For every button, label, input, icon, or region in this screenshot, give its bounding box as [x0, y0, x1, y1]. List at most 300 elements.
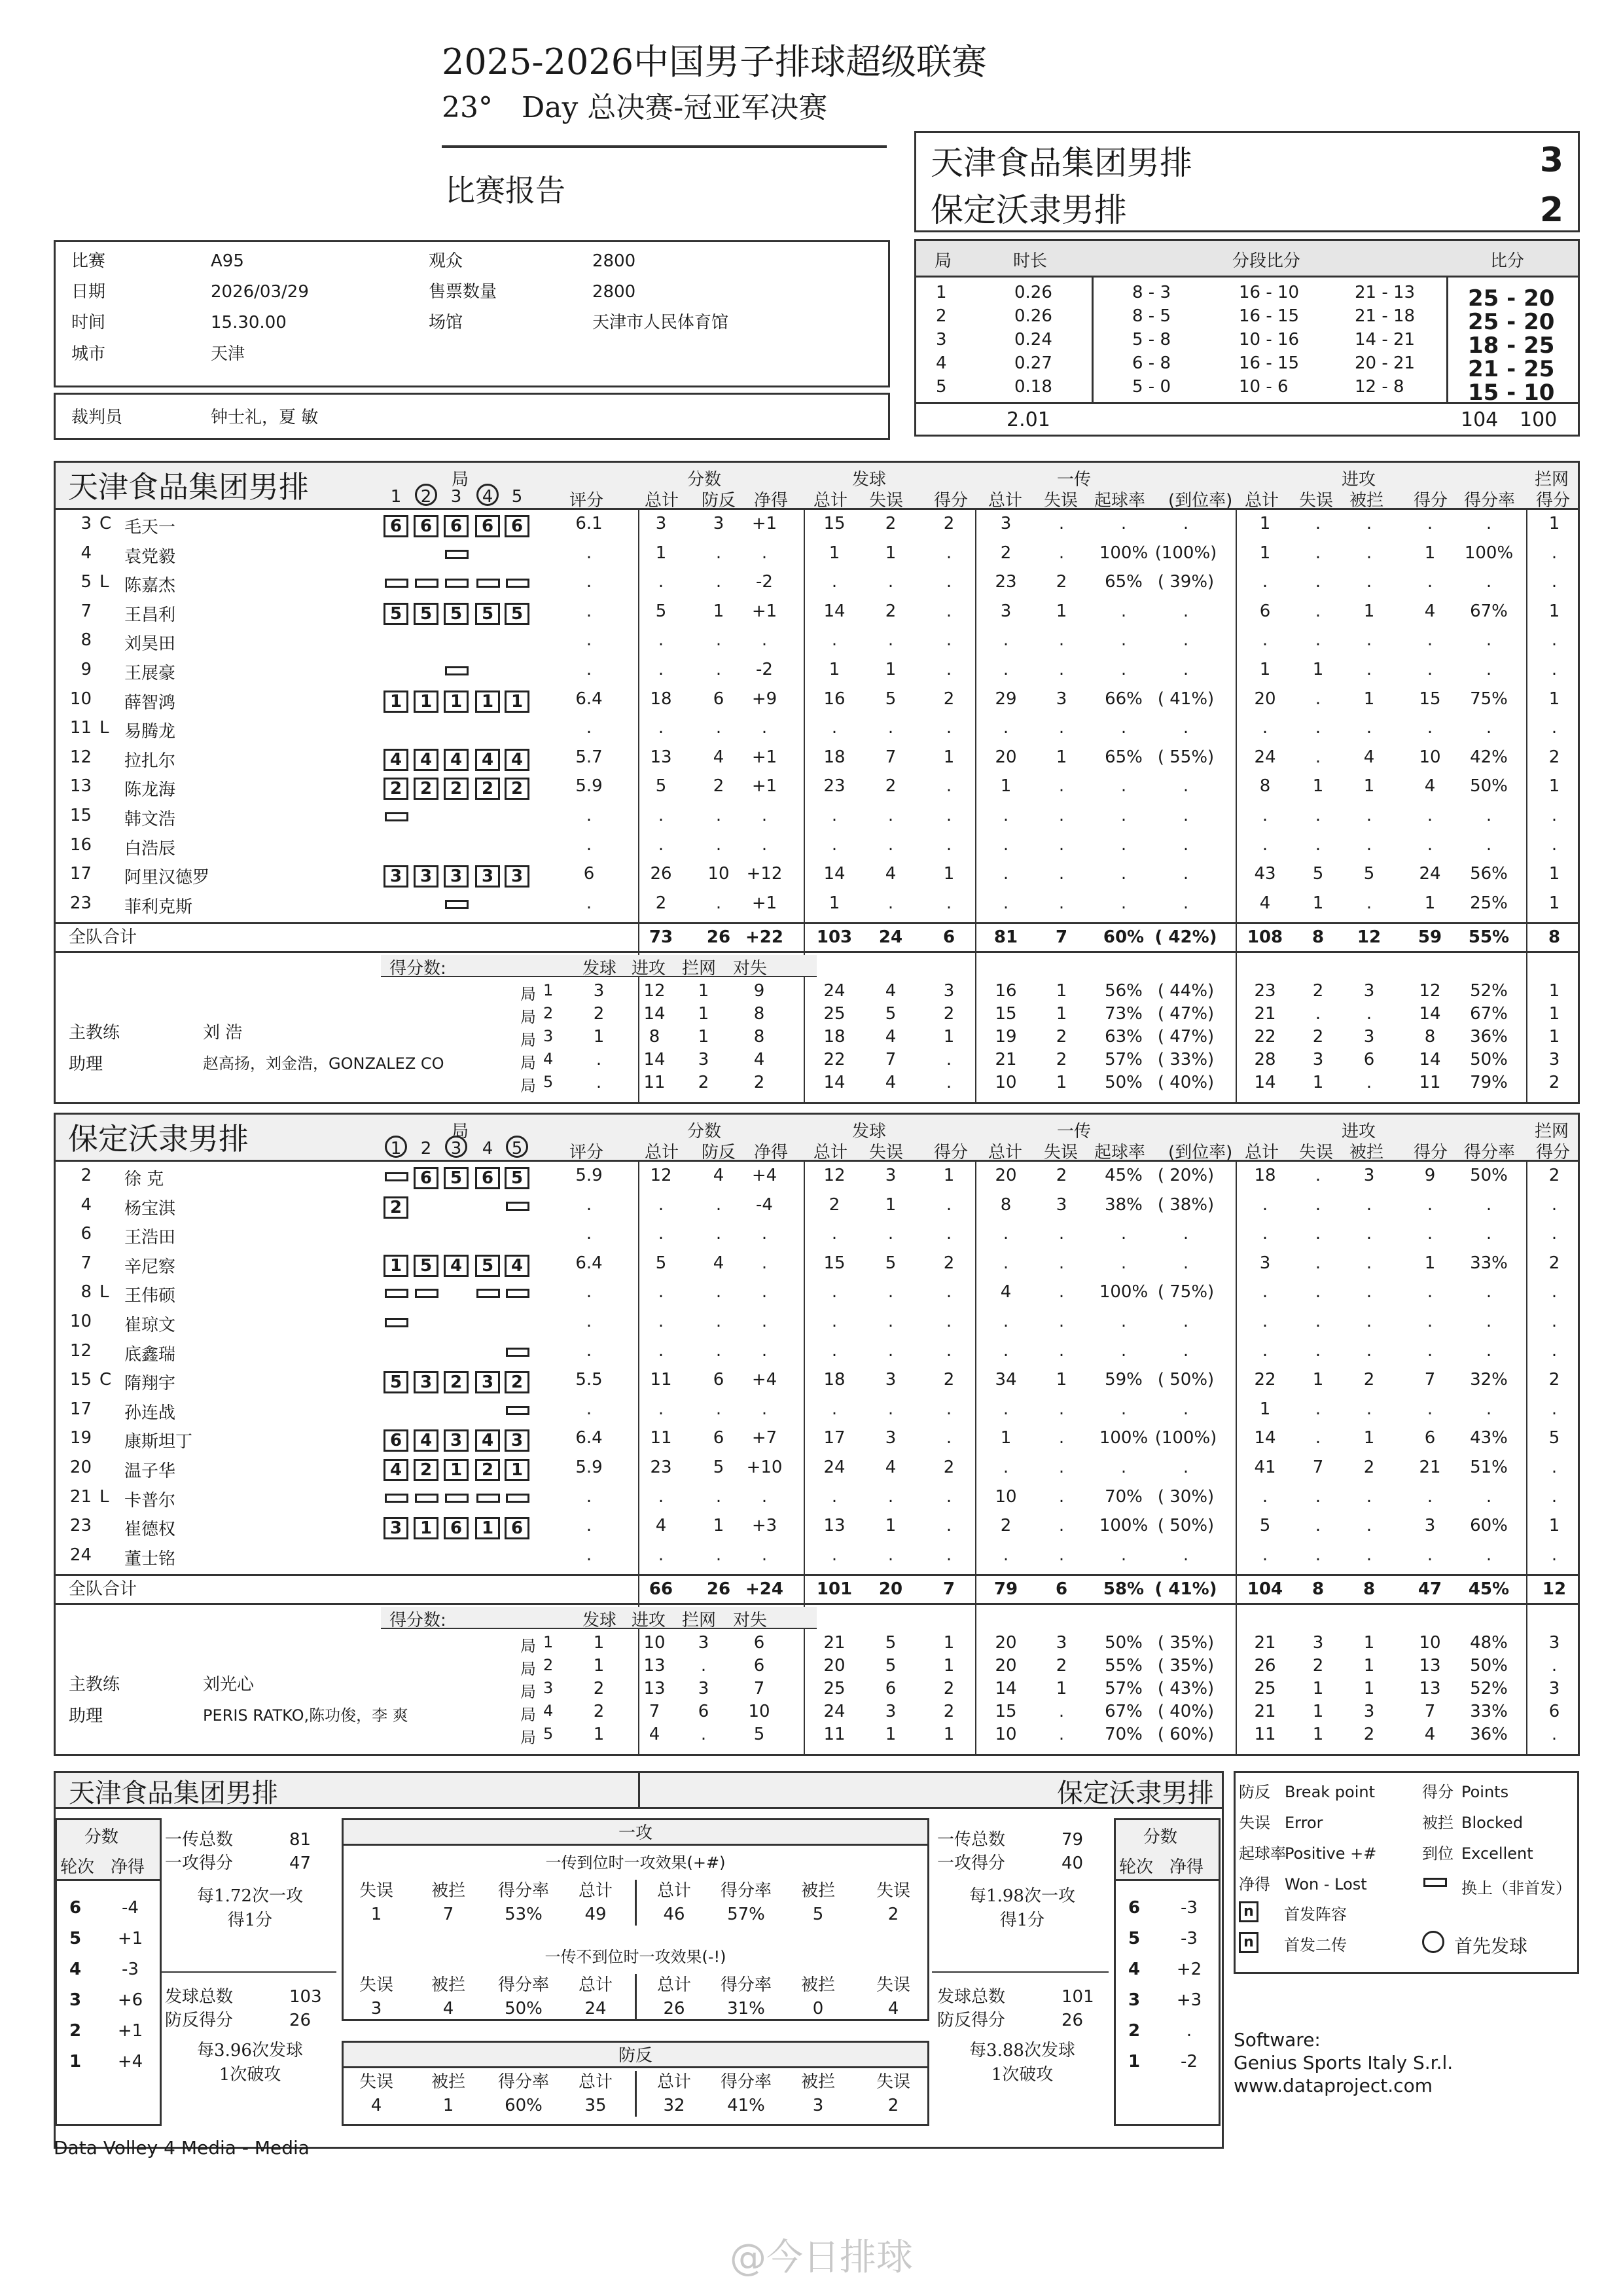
stat-bp: . — [715, 1224, 722, 1244]
stat-r_err: . — [1058, 1224, 1065, 1244]
total-r_tot: 79 — [993, 1579, 1018, 1600]
rotation-position: 5 — [510, 1168, 524, 1188]
stat-a_blk: . — [1366, 660, 1372, 679]
set-duration: 0.26 — [1014, 283, 1052, 302]
away-rotation-net: +2 — [1176, 1960, 1202, 1979]
set-row-r_pos: 57% — [1105, 1050, 1143, 1070]
stat-r_tot: 2 — [1000, 543, 1012, 563]
stat-b_pts: . — [1551, 1486, 1558, 1507]
set-row-bk: 3 — [698, 1679, 709, 1699]
stat-s_tot: 14 — [823, 864, 846, 884]
match-code: A95 — [211, 251, 244, 271]
set-row-s_tot: 21 — [823, 1633, 846, 1653]
stat-net: . — [761, 806, 768, 825]
stat-r: . — [586, 660, 592, 679]
player-number: 12 — [69, 747, 92, 767]
stat-bp: 4 — [713, 1166, 724, 1185]
player-number: 6 — [80, 1224, 92, 1244]
set-row-r_exc: ( 35%) — [1157, 1633, 1215, 1653]
set-row-sv: 2 — [593, 1702, 605, 1722]
player-name: 卡普尔 — [124, 1490, 176, 1511]
set-row-s_tot: 20 — [823, 1656, 846, 1676]
stat-s_err: 4 — [885, 864, 897, 884]
stat-tot: . — [658, 806, 664, 825]
stat-r_exc: ( 41%) — [1157, 689, 1215, 709]
set-row-a_tot: 28 — [1254, 1050, 1276, 1070]
rotation-box — [505, 865, 529, 888]
stat-net: . — [761, 1340, 768, 1361]
set-row-r_exc: ( 40%) — [1157, 1702, 1215, 1722]
stat-a_blk: . — [1366, 1399, 1372, 1419]
stat-s_err: . — [887, 806, 894, 825]
stat-a_eff: 75% — [1470, 689, 1508, 709]
legend-value: Points — [1461, 1783, 1509, 1801]
summary-bad-value: 4 — [442, 1999, 454, 2018]
rotation-box — [414, 1167, 438, 1189]
legend-value: Won - Lost — [1285, 1875, 1367, 1893]
stat-s_pts: . — [946, 776, 952, 797]
set-row-label: 局 — [520, 985, 536, 1004]
stat-r: 5.9 — [575, 1458, 603, 1477]
set-row-s_err: 4 — [885, 1073, 897, 1093]
player-number: 12 — [69, 1340, 92, 1361]
rotation-box — [383, 749, 408, 771]
first-attack-title: 一攻 — [618, 1823, 652, 1843]
stat-s_tot: . — [831, 1486, 838, 1507]
player-number: 15 — [69, 1370, 92, 1390]
summary-def-value: 2 — [887, 2096, 899, 2115]
stat-r: . — [586, 1312, 592, 1331]
stat-a_blk: . — [1366, 630, 1372, 651]
rotation-box — [475, 515, 500, 537]
stat-a_blk: 5 — [1363, 864, 1375, 884]
stat-net: . — [761, 1486, 768, 1507]
legend-value: Excellent — [1461, 1844, 1533, 1863]
first-serve-circle — [415, 484, 437, 506]
stat-s_pts: . — [946, 1545, 952, 1565]
rotation-position: 6 — [389, 516, 402, 536]
rotation-position: 1 — [450, 1460, 463, 1480]
set-row-b_pts: 2 — [1548, 1073, 1560, 1093]
summary-good-value: 53% — [505, 1905, 543, 1924]
stat-s_tot: 1 — [829, 543, 840, 563]
stat-a_tot: 1 — [1259, 1399, 1271, 1419]
set-row-a_pts: 13 — [1419, 1679, 1441, 1699]
player-name: 底鑫瑞 — [124, 1344, 176, 1365]
player-number: 15 — [69, 806, 92, 825]
stat-a_err: . — [1315, 1253, 1321, 1273]
rotation-box — [383, 603, 408, 625]
good-reception-title: 一传到位时一攻效果(+#) — [545, 1854, 726, 1872]
stat-r_err: . — [1058, 1340, 1065, 1361]
set-partial-8: 5 - 8 — [1132, 330, 1171, 350]
legend-key: 到位 — [1422, 1844, 1454, 1863]
stat-bp: . — [715, 806, 722, 825]
stat-r_pos: . — [1120, 1224, 1127, 1244]
set-row-a_eff: 79% — [1470, 1073, 1508, 1093]
set-row-label: 局 — [520, 1008, 536, 1027]
summary-bad-value: 24 — [584, 1999, 607, 2018]
stat-r_pos: . — [1120, 660, 1127, 679]
sub-marker — [506, 1406, 529, 1415]
stat-s_err: . — [887, 834, 894, 855]
total-away-points: 100 — [1520, 408, 1558, 431]
rotation-title: 分数 — [1143, 1827, 1178, 1847]
stat-a_pts: . — [1427, 1545, 1433, 1565]
player-name: 康斯坦丁 — [124, 1432, 193, 1452]
rotation-position: 2 — [389, 1197, 402, 1217]
player-name: 孙连战 — [124, 1403, 176, 1423]
sub-marker — [445, 666, 469, 675]
set-row-a_blk: . — [1366, 1004, 1372, 1024]
stat-a_eff: . — [1486, 1194, 1492, 1215]
sub-marker — [385, 1289, 408, 1298]
set-row-s_tot: 25 — [823, 1004, 846, 1024]
stat-a_eff: . — [1486, 1282, 1492, 1302]
stat-a_err: 1 — [1312, 893, 1324, 913]
stat-a_eff: 33% — [1470, 1253, 1508, 1273]
legend-key: 净得 — [1239, 1875, 1270, 1893]
set-row-at: 13 — [643, 1679, 666, 1699]
set-row-sv: 1 — [593, 1633, 605, 1653]
stat-net: . — [761, 630, 768, 651]
stat-net: . — [761, 718, 768, 738]
stat-a_blk: . — [1366, 1486, 1372, 1507]
set-row-op: 2 — [753, 1073, 765, 1093]
stat-r_err: . — [1058, 1282, 1065, 1302]
set-row-s_tot: 22 — [823, 1050, 846, 1070]
stat-bp: . — [715, 660, 722, 679]
stat-a_tot: . — [1262, 630, 1268, 651]
stat-a_pts: . — [1427, 834, 1433, 855]
away-rotation-number: 6 — [1128, 1898, 1141, 1918]
set-row-r_pos: 56% — [1105, 981, 1143, 1001]
stat-a_pts: 15 — [1419, 689, 1441, 709]
stat-r: . — [586, 572, 592, 592]
stat-r_pos: 66% — [1105, 689, 1143, 709]
set-partial-16: 16 - 15 — [1239, 306, 1300, 326]
stat-r: . — [586, 893, 592, 913]
total-bp: 26 — [706, 927, 731, 948]
rotation-box — [383, 1459, 408, 1481]
col-header-err: 失误 — [1044, 1143, 1079, 1162]
set-row-a_tot: 23 — [1254, 981, 1276, 1001]
summary-col-header: 失误 — [876, 2072, 910, 2092]
stat-a_err: . — [1315, 689, 1321, 709]
set-row-a_pts: 4 — [1424, 1725, 1436, 1745]
rotation-position: 3 — [389, 867, 402, 887]
set-row-number: 1 — [543, 981, 554, 1000]
stat-r_pos: 38% — [1105, 1194, 1143, 1215]
reception-header: 一传 — [1057, 1122, 1092, 1141]
rotation-box — [505, 603, 529, 625]
rotation-title: 分数 — [84, 1827, 119, 1847]
rotation-position: 1 — [481, 691, 494, 711]
total-a_pts: 47 — [1418, 1579, 1442, 1600]
stat-net: +4 — [751, 1166, 777, 1185]
stat-a_blk: . — [1366, 1253, 1372, 1273]
set-row-r_tot: 15 — [995, 1004, 1017, 1024]
stat-bp: . — [715, 543, 722, 563]
sub-marker — [415, 1289, 438, 1298]
player-name: 王展豪 — [124, 664, 176, 683]
stat-a_pts: . — [1427, 1312, 1433, 1331]
starting-lineup-marker: n — [1239, 1901, 1258, 1922]
stat-tot: . — [658, 1194, 664, 1215]
away-fa: 79 — [1061, 1830, 1084, 1850]
summary-col-header: 总计 — [578, 2072, 613, 2092]
summary-col-header: 失误 — [359, 1975, 393, 1995]
stat-b_pts: 1 — [1548, 1516, 1560, 1536]
col-header-total: 总计 — [813, 491, 848, 511]
stat-s_err: . — [887, 1399, 894, 1419]
stat-r_pos: 100% — [1099, 1516, 1149, 1536]
player-name: 崔德权 — [124, 1520, 176, 1540]
stat-r_exc: ( 50%) — [1157, 1370, 1215, 1390]
set-duration: 0.24 — [1014, 330, 1052, 350]
total-r_exc: ( 42%) — [1154, 927, 1217, 948]
stat-b_pts: . — [1551, 660, 1558, 679]
summary-col-header: 被拦 — [431, 2072, 465, 2092]
stat-r_pos: . — [1120, 806, 1127, 825]
stat-a_pts: . — [1427, 660, 1433, 679]
stat-s_err: 2 — [885, 514, 897, 533]
stat-s_tot: 2 — [829, 1194, 840, 1215]
set-number-label: 2 — [420, 1139, 432, 1158]
stat-a_tot: . — [1262, 834, 1268, 855]
stat-r: 5.9 — [575, 1166, 603, 1185]
set-row-a_tot: 21 — [1254, 1633, 1276, 1653]
set-row-a_eff: 33% — [1470, 1702, 1508, 1722]
summary-away-name: 保定沃隶男排 — [1057, 1778, 1214, 1808]
set-number-label: 4 — [482, 1139, 493, 1158]
stat-net: -2 — [756, 572, 773, 592]
col-header-total: 总计 — [813, 1143, 848, 1162]
rotation-box — [383, 1255, 408, 1277]
rotation-position: 5 — [450, 603, 463, 624]
stat-a_err: 1 — [1312, 776, 1324, 797]
stat-a_err: . — [1315, 601, 1321, 621]
set-row-a_eff: 48% — [1470, 1633, 1508, 1653]
rotation-box — [505, 691, 529, 713]
set-row-sv: 3 — [593, 981, 605, 1001]
stat-s_err: . — [887, 1486, 894, 1507]
rotation-box — [383, 1517, 408, 1539]
set-row-op: 5 — [753, 1725, 765, 1745]
stat-s_pts: . — [946, 1312, 952, 1331]
stat-a_eff: 42% — [1470, 747, 1508, 767]
stat-r_pos: . — [1120, 718, 1127, 738]
total-a_tot: 104 — [1247, 1579, 1283, 1600]
rotation-position: 5 — [481, 603, 494, 624]
set-score: 25 - 20 — [1468, 309, 1555, 335]
rotation-box — [414, 865, 438, 888]
home-fa-label: 一传总数 — [165, 1830, 234, 1850]
set-row-r_tot: 14 — [995, 1679, 1017, 1699]
total-home-points: 104 — [1461, 408, 1499, 431]
set-row-s_err: 6 — [885, 1679, 897, 1699]
stat-a_tot: 14 — [1254, 1428, 1276, 1448]
set-partial-8: 8 - 5 — [1132, 306, 1171, 326]
player-number: 4 — [80, 1194, 92, 1215]
set-partial-21: 20 - 21 — [1355, 353, 1416, 373]
stat-tot: 26 — [650, 864, 672, 884]
away-rotation-net: -3 — [1181, 1898, 1198, 1918]
set-row-a_blk: 3 — [1363, 981, 1375, 1001]
rotation-position: 3 — [510, 867, 524, 887]
sub-marker — [445, 550, 469, 559]
player-name: 徐 克 — [124, 1170, 164, 1189]
rotation-position: 3 — [419, 867, 433, 887]
rotation-position: 2 — [510, 779, 524, 799]
rotation-box — [414, 749, 438, 771]
stat-r_exc: . — [1183, 776, 1189, 797]
stat-a_tot: 1 — [1259, 660, 1271, 679]
summary-good-value: 49 — [584, 1905, 607, 1924]
set-row-a_err: . — [1315, 1004, 1321, 1024]
player-name: 杨宝淇 — [124, 1198, 176, 1219]
set-row-a_eff: 36% — [1470, 1725, 1508, 1745]
rotation-position: 5 — [389, 1372, 402, 1393]
player-name: 陈嘉杰 — [124, 576, 176, 596]
spectators: 2800 — [592, 251, 636, 271]
set-row-a_blk: 3 — [1363, 1027, 1375, 1047]
home-team-name: 天津食品集团男排 — [931, 144, 1192, 182]
rotation-position: 3 — [389, 1518, 402, 1539]
set-row-a_pts: 10 — [1419, 1633, 1441, 1653]
total-r_pos: 60% — [1103, 927, 1145, 948]
stat-a_pts: 9 — [1424, 1166, 1436, 1185]
stat-s_tot: . — [831, 572, 838, 592]
stat-a_tot: . — [1262, 1312, 1268, 1331]
stat-a_blk: . — [1366, 893, 1372, 913]
stat-r: 6.4 — [575, 1253, 603, 1273]
set-row-at: 8 — [649, 1027, 660, 1047]
set-row-at: 7 — [649, 1702, 660, 1722]
total-a_pts: 59 — [1418, 927, 1442, 948]
rotation-position: 4 — [419, 749, 433, 770]
stat-a_eff: 32% — [1470, 1370, 1508, 1390]
rotation-box — [475, 778, 500, 800]
legend-value: Blocked — [1461, 1814, 1524, 1832]
rotation-box — [414, 778, 438, 800]
set-partial-16: 10 - 16 — [1239, 330, 1300, 350]
stat-tot: . — [658, 572, 664, 592]
rotation-position: 2 — [481, 779, 494, 799]
stat-r: 5.9 — [575, 776, 603, 797]
set-score: 18 - 25 — [1468, 332, 1555, 359]
set-duration: 0.18 — [1014, 377, 1052, 397]
stat-s_tot: . — [831, 1399, 838, 1419]
stat-bp: 1 — [713, 601, 724, 621]
stat-b_pts: . — [1551, 543, 1558, 563]
team-total-label: 全队合计 — [69, 1579, 137, 1600]
stat-b_pts: . — [1551, 1224, 1558, 1244]
stat-a_blk: . — [1366, 718, 1372, 738]
set-row-s_err: 5 — [885, 1004, 897, 1024]
summary-bad-value: 26 — [663, 1999, 685, 2018]
rotation-position: 1 — [510, 1460, 524, 1480]
set-row-a_pts: 14 — [1419, 1050, 1441, 1070]
stat-tot: 3 — [655, 514, 667, 533]
set-row-bk: 2 — [698, 1073, 709, 1093]
set-row-r_tot: 10 — [995, 1073, 1017, 1093]
stat-tot: . — [658, 630, 664, 651]
col-header-err: 失误 — [1299, 1143, 1334, 1162]
coach-label: 主教练 — [69, 1023, 120, 1043]
set-row-s_tot: 24 — [823, 1702, 846, 1722]
rotation-box — [383, 1429, 408, 1452]
stat-net: -2 — [756, 660, 773, 679]
points-breakdown-label: 得分数: — [389, 959, 446, 979]
total-s_pts: 7 — [942, 1579, 955, 1600]
rotation-box — [444, 691, 469, 713]
set-row-a_blk: 2 — [1363, 1725, 1375, 1745]
stat-bp: . — [715, 1282, 722, 1302]
player-number: 10 — [69, 689, 92, 709]
stat-s_pts: . — [946, 1516, 952, 1536]
set-row-r_pos: 57% — [1105, 1679, 1143, 1699]
assistant-coaches: PERIS RATKO,陈功俊，李 爽 — [203, 1706, 408, 1725]
stat-r_err: 2 — [1056, 572, 1067, 592]
points-breakdown-label: 得分数: — [389, 1611, 446, 1631]
set-row-a_blk: 3 — [1363, 1702, 1375, 1722]
player-name: 袁党毅 — [124, 547, 176, 567]
player-role: L — [99, 1486, 109, 1507]
player-name: 菲利克斯 — [124, 897, 193, 917]
stat-net: . — [761, 834, 768, 855]
watermark: @今日排球 — [730, 2236, 913, 2279]
rotation-position: 5 — [419, 1255, 433, 1276]
stat-r_exc: . — [1183, 1399, 1189, 1419]
summary-good-value: 46 — [663, 1905, 685, 1924]
starting-lineup-label: 首发阵容 — [1284, 1905, 1347, 1924]
set-row-s_err: 3 — [885, 1702, 897, 1722]
stat-net: +4 — [751, 1370, 777, 1390]
set-row-number: 3 — [543, 1679, 554, 1698]
stat-r_pos: . — [1120, 601, 1127, 621]
sub-marker — [385, 812, 408, 821]
rotation-position: 2 — [510, 1372, 524, 1393]
venue: 天津市人民体育馆 — [592, 313, 729, 332]
stat-r_pos: . — [1120, 1340, 1127, 1361]
player-number: 5 — [80, 572, 92, 592]
stat-r_exc: . — [1183, 718, 1189, 738]
stat-net: +12 — [746, 864, 783, 884]
set-row-s_tot: 18 — [823, 1027, 846, 1047]
stat-tot: 2 — [655, 893, 667, 913]
set-number-label: 3 — [450, 1139, 462, 1158]
col-header-eff: 得分率 — [1464, 491, 1516, 511]
stat-s_tot: . — [831, 1545, 838, 1565]
set-row-sv: 1 — [593, 1027, 605, 1047]
summary-bad-value: 31% — [727, 1999, 765, 2018]
set-duration: 0.26 — [1014, 306, 1052, 326]
set-row-a_eff: 52% — [1470, 1679, 1508, 1699]
set-row-r_tot: 16 — [995, 981, 1017, 1001]
block-header: 拦网 — [1535, 1122, 1569, 1141]
stat-r_pos: . — [1120, 893, 1127, 913]
stat-s_tot: 18 — [823, 1370, 846, 1390]
stat-net: . — [761, 1312, 768, 1331]
set-row-a_err: 2 — [1312, 1027, 1324, 1047]
rotation-box — [475, 1429, 500, 1452]
sets-header: 局 — [452, 1122, 469, 1141]
stat-r_tot: 23 — [995, 572, 1017, 592]
set-row-r_err: 1 — [1056, 981, 1067, 1001]
rotation-box — [383, 1196, 408, 1219]
set-row-bk: 6 — [698, 1702, 709, 1722]
